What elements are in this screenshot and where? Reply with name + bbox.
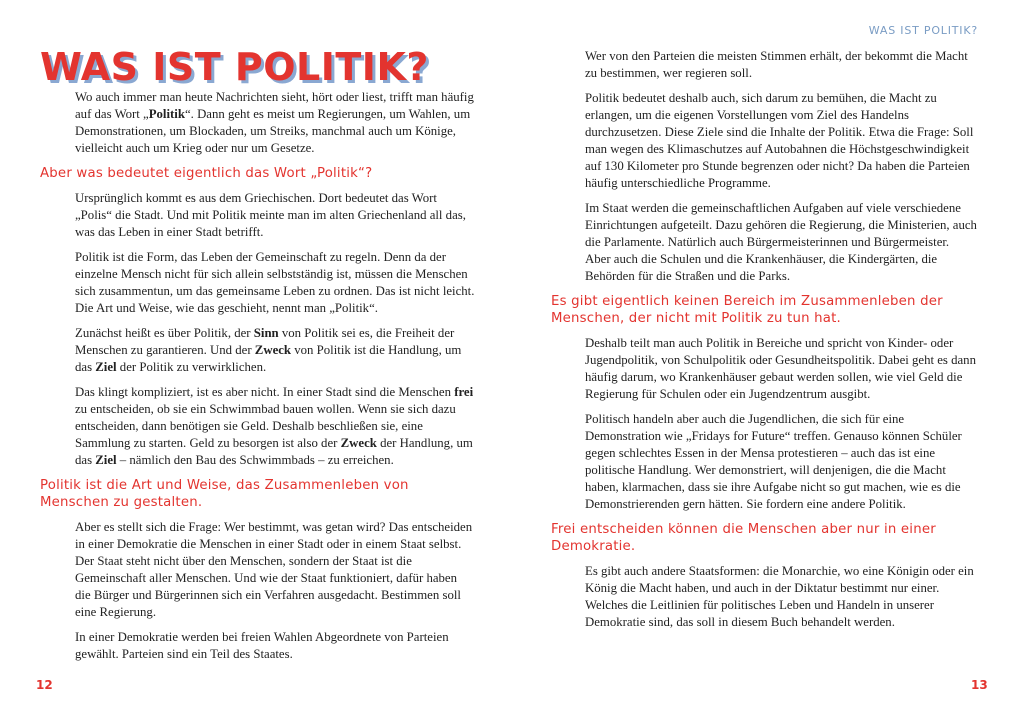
paragraph: In einer Demokratie werden bei freien Wahlen Abgeordnete von Parteien gewählt. Parteien sind ein Teil des Staates. [75, 630, 449, 661]
page-title: WAS IST POLITIK? [40, 45, 429, 89]
paragraph: Deshalb teilt man auch Politik in Bereiche und spricht von Kinder- oder Jugendpolitik, von Schulpolitik oder Gesundheitspolitik. Dabei geht es dann häufig darum, wo Krankenhäuser gebaut werden sollen, wie viel Geld die Regierung für Schulen oder ein Jugendzentrum ausgibt. [585, 336, 976, 401]
paragraph: Es gibt auch andere Staatsformen: die Monarchie, wo eine Königin oder ein König die Macht haben, und auch in der Diktatur bestimmt nur einer. Welches die Leitlinien für politisches Leben und Handeln in unserer Demokratie sind, das soll in diesem Buch behandelt werden. [585, 564, 974, 629]
subheading: Es gibt eigentlich keinen Bereich im Zusammenleben der Menschen, der nicht mit Politik zu tun hat. [551, 294, 943, 326]
subheading: Politik ist die Art und Weise, das Zusammenleben von Menschen zu gestalten. [40, 478, 409, 510]
paragraph: Das klingt kompliziert, ist es aber nicht. In einer Stadt sind die Menschen frei zu entscheiden, ob sie ein Schwimmbad bauen wollen. Wenn sie sich dazu entscheiden, dann benötigen sie Geld. Deshalb beschließen sie, eine Sammlung zu starten. Geld zu besorgen ist also der Zweck der Handlung, um das Ziel – nämlich den Bau des Schwimmbads – zu erreichen. [75, 385, 474, 467]
page-number: 12 [36, 678, 53, 692]
page-number: 13 [971, 678, 988, 692]
paragraph: Ursprünglich kommt es aus dem Griechischen. Dort bedeutet das Wort „Polis“ die Stadt. Und mit Politik meinte man im alten Griechenland all das, was das Leben in einer Stadt betrifft. [75, 191, 466, 239]
running-head: WAS IST POLITIK? [868, 24, 978, 37]
subheading: Frei entscheiden können die Menschen aber nur in einer Demokratie. [551, 522, 936, 554]
subheading: Aber was bedeutet eigentlich das Wort „Politik“? [40, 166, 373, 181]
paragraph: Politik ist die Form, das Leben der Gemeinschaft zu regeln. Denn da der einzelne Mensch nicht für sich allein selbstständig ist, müssen die Menschen sich zusammentun, um das gemeinsame Leben zu ordnen. Das ist nicht leicht. Die Art und Weise, wie das geschieht, nennt man „Politik“. [75, 250, 475, 315]
right-text-column [551, 48, 977, 639]
paragraph: Wo auch immer man heute Nachrichten sieht, hört oder liest, trifft man häufig auf das Wort „Politik“. Dann geht es meist um Regierungen, um Wahlen, um Demonstrationen, um Blockaden, um Streiks, manchmal auch um Könige, vielleicht auch um Krieg oder nur um Gesetze. [75, 90, 474, 155]
paragraph: Politisch handeln aber auch die Jugendlichen, die sich für eine Demonstration wie „Fridays for Future“ treffen. Genauso können Schüler gegen schlechtes Essen in der Mensa protestieren – auch das ist eine politische Handlung. Wer demonstriert, will denjenigen, die die Macht haben, klarmachen, dass sie ihre Aufgabe nicht so gut machen, wie es die Demonstrierenden gern hätten. Sie fordern eine andere Politik. [585, 412, 962, 511]
paragraph: Zunächst heißt es über Politik, der Sinn von Politik sei es, die Freiheit der Menschen zu garantieren. Und der Zweck von Politik ist die Handlung, um das Ziel der Politik zu verwirklichen. [75, 326, 462, 374]
paragraph: Aber es stellt sich die Frage: Wer bestimmt, was getan wird? Das entscheiden in einer Demokratie die Menschen in einer Stadt oder in einem Staat selbst. Der Staat steht nicht über den Menschen, sondern der Staat ist die Gemeinschaft aller Menschen. Und wie der Staat funktioniert, dafür haben die Bürger und Bürgerinnen sich ein Verfahren ausgedacht. Bestimmen soll eine Regierung. [75, 520, 473, 619]
left-text-column [40, 89, 475, 671]
paragraph: Im Staat werden die gemeinschaftlichen Aufgaben auf viele verschiedene Einrichtungen aufgeteilt. Dazu gehören die Regierung, die Ministerien, auch die Parlamente. Natürlich auch Bürgermeisterinnen und Bürgermeister. Aber auch die Schulen und die Krankenhäuser, die Kindergärten, die Behörden für die Straßen und die Parks. [585, 201, 977, 283]
paragraph: Politik bedeutet deshalb auch, sich darum zu bemühen, die Macht zu erlangen, um die eigenen Vorstellungen vom Ziel des Handelns durchzusetzen. Diese Ziele sind die Inhalte der Politik. Etwa die Frage: Soll man wegen des Klimaschutzes auf Autobahnen die Höchstgeschwindigkeit auf 130 Kilometer pro Stunde begrenzen oder nicht? Da haben die Parteien häufig unterschiedliche Programme. [585, 91, 974, 190]
paragraph: Wer von den Parteien die meisten Stimmen erhält, der bekommt die Macht zu bestimmen, wer regieren soll. [585, 49, 968, 80]
